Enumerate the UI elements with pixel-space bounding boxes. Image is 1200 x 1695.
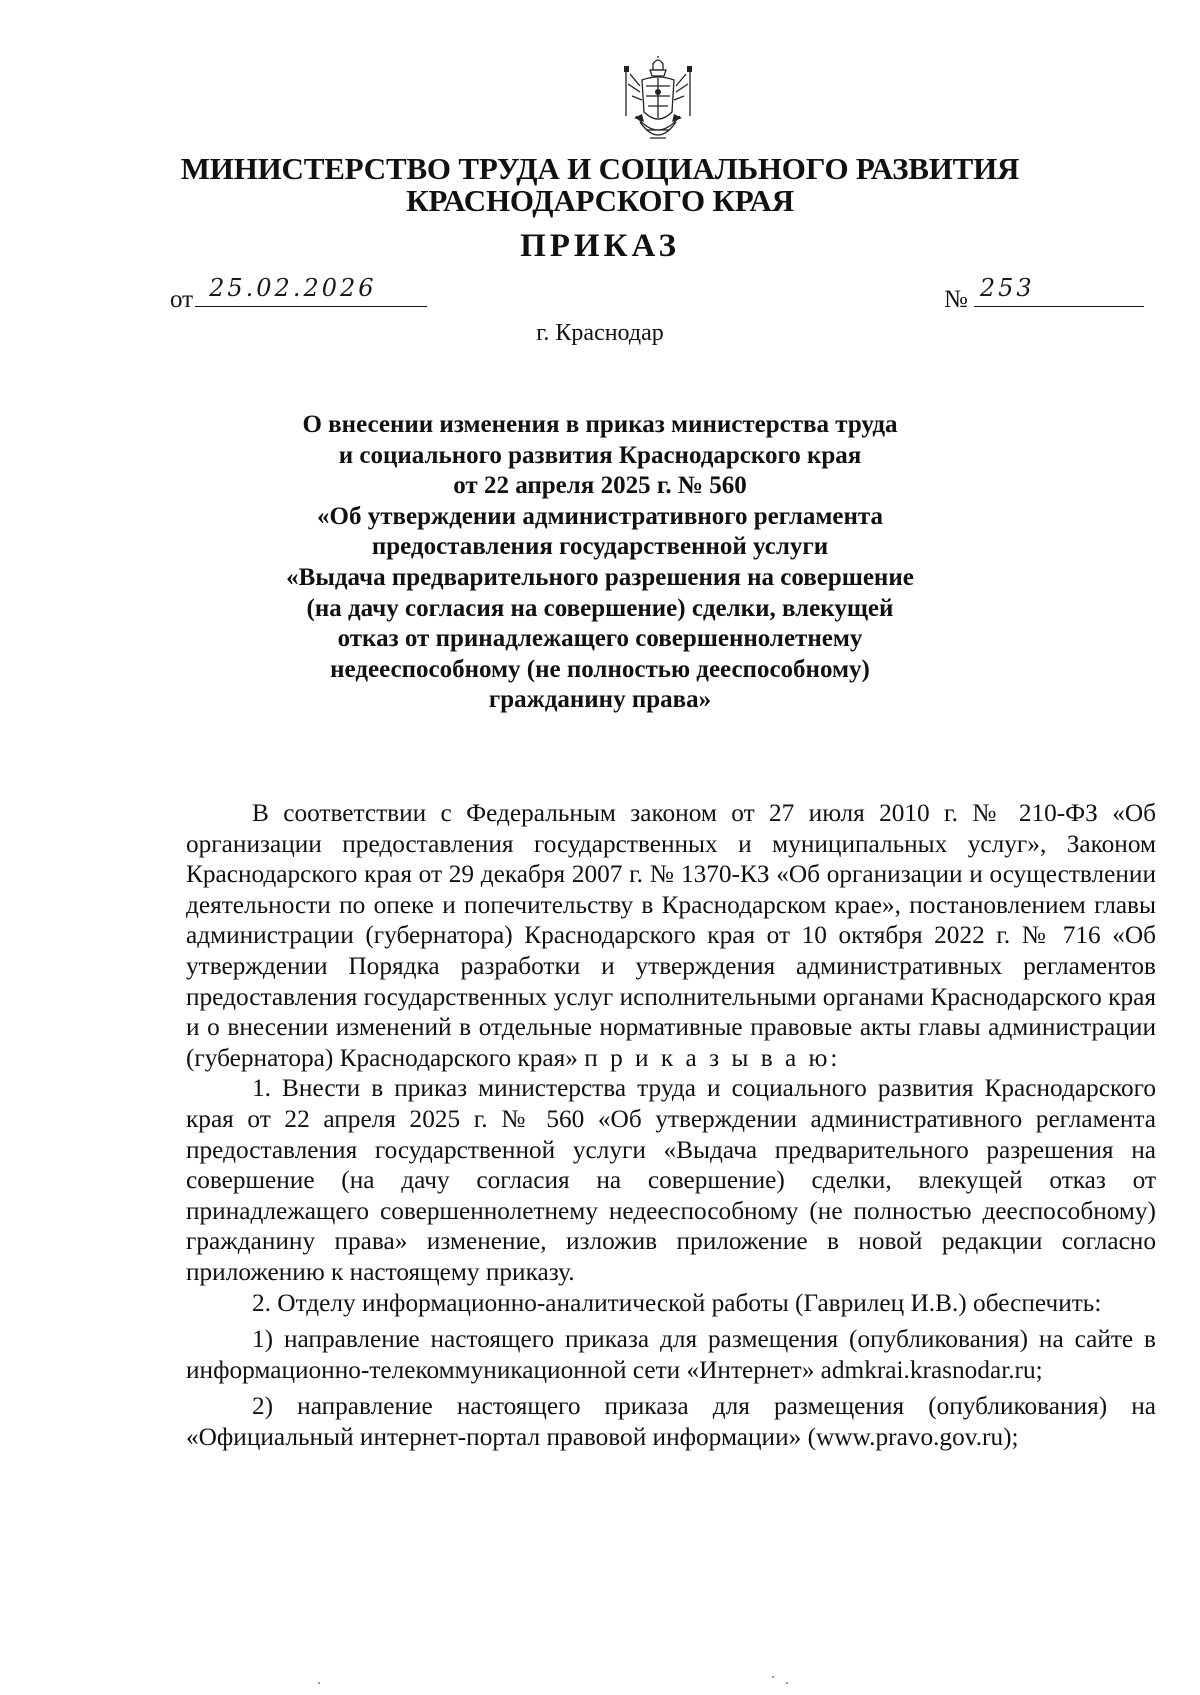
title-line: «Выдача предварительного разрешения на совершение: [286, 563, 914, 591]
scan-speck: [786, 1682, 788, 1684]
document-title: [260, 410, 940, 716]
number-prefix: №: [944, 286, 968, 313]
title-line: О внесении изменения в приказ министерства труда: [302, 411, 898, 438]
date-field: [170, 274, 427, 316]
date-underline: [195, 274, 427, 307]
city-name: г. Краснодар: [536, 320, 664, 346]
title-line: «Об утверждении административного регламента: [317, 502, 883, 530]
date-prefix: от: [170, 286, 194, 313]
ministry-name-line2: КРАСНОДАРСКОГО КРАЯ: [406, 183, 794, 218]
document-body: [186, 798, 1156, 1452]
ministry-name-line1: МИНИСТЕРСТВО ТРУДА И СОЦИАЛЬНОГО РАЗВИТИЯ: [180, 151, 1020, 186]
scan-speck: [318, 1682, 320, 1684]
title-line: отказ от принадлежащего совершеннолетнему: [337, 625, 863, 653]
item-2-1-paragraph: 1) направление настоящего приказа для размещения (опубликования) на сайте в информационно-телекоммуникационной сети «Интернет» admkrai.krasnodar.ru;: [186, 1325, 1156, 1384]
item-2-2-paragraph: 2) направление настоящего приказа для размещения (опубликования) на «Официальный интернет-портал правовой информации» (www.pravo.gov.ru);: [186, 1392, 1156, 1451]
title-line: и социального развития Краснодарского края: [338, 441, 862, 469]
title-line: недееспособному (не полностью дееспособному): [330, 655, 870, 683]
order-word: п р и к а з ы в а ю:: [584, 1043, 841, 1072]
handwritten-date: 25.02.2026: [209, 274, 377, 302]
scan-speck: [772, 1676, 774, 1678]
item-1-paragraph: 1. Внести в приказ министерства труда и социального развития Краснодарского края от 22 апреля 2025 г. № 560 «Об утверждении административного регламента предоставления государственной услуги «Выдача предварительного разрешения на совершение (на дачу согласия на совершение) сделки, влекущей отказ от принадлежащего совершеннолетнему недееспособному (не полностью дееспособному) гражданину права» изменение, изложив приложение в новой редакции согласно приложению к настоящему приказу.: [186, 1074, 1156, 1286]
document-type-heading: ПРИКАЗ: [520, 228, 680, 264]
preamble-text: В соответствии с Федеральным законом от 27 июля 2010 г. № 210-ФЗ «Об организации предоставления государственных и муниципальных услуг», Законом Краснодарского края от 29 декабря 2007 г. № 1370-КЗ «Об организации и осуществлении деятельности по опеке и попечительству в Краснодарском крае», постановлением главы администрации (губернатора) Краснодарского края от 10 октября 2022 г. № 716 «Об утверждении Порядка разработки и утверждения административных регламентов предоставления государственных услуг исполнительными органами Краснодарского края и о внесении изменений в отдельные нормативные правовые акты главы администрации (губернатора) Краснодарского края»: [186, 799, 1156, 1072]
coat-of-arms-emblem: [622, 56, 694, 150]
number-field: [944, 274, 1144, 316]
title-line: предоставления государственной услуги: [371, 533, 829, 561]
title-line: (на дачу согласия на совершение) сделки, влекущей: [306, 594, 894, 622]
handwritten-number: 253: [979, 274, 1035, 302]
item-2-paragraph: 2. Отделу информационно-аналитической работы (Гаврилец И.В.) обеспечить:: [252, 1288, 1102, 1317]
number-underline: [974, 274, 1144, 307]
title-line: гражданину права»: [488, 686, 712, 714]
title-line: от 22 апреля 2025 г. № 560: [453, 472, 747, 500]
preamble-paragraph: [186, 798, 1156, 1073]
